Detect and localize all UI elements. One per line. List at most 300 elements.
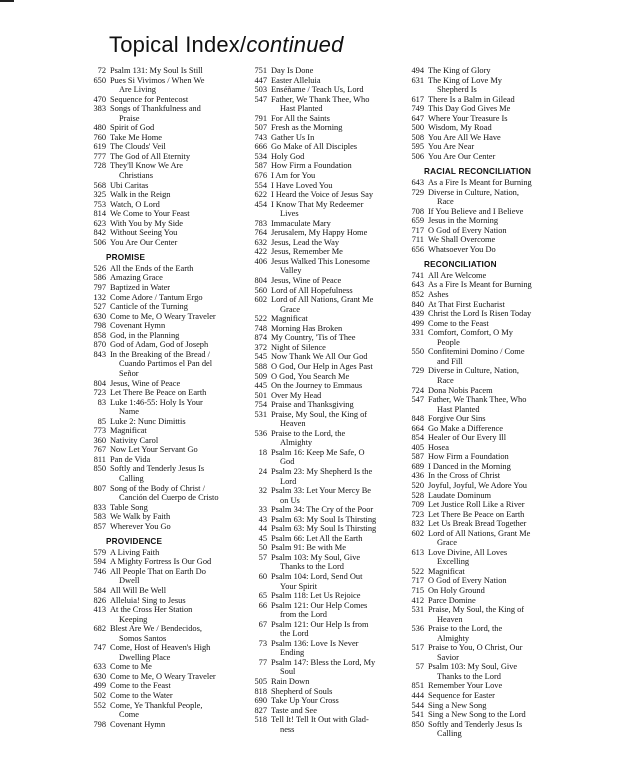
hymn-title	[428, 691, 556, 701]
index-entry	[88, 312, 240, 322]
hymn-number: 708	[411, 206, 424, 216]
index-entry	[249, 95, 401, 114]
hymn-title	[110, 321, 240, 331]
index-entry	[88, 567, 240, 586]
hymn-number: 632	[254, 237, 267, 247]
index-entry	[88, 321, 240, 331]
index-entry	[406, 319, 556, 329]
index-entry	[406, 290, 556, 300]
hymn-number: 536	[411, 624, 424, 634]
hymn-number: 851	[411, 681, 424, 691]
hymn-title-line: Covenant Hymn	[110, 719, 166, 729]
hymn-title-line: Healer of Our Every Ill	[428, 433, 507, 443]
index-entry	[406, 207, 556, 217]
hymn-title-line: The King of Glory	[428, 66, 491, 75]
hymn-title-line: O God of Every Nation	[428, 576, 507, 586]
hymn-title-line: Let There Be Peace on Earth	[110, 388, 207, 398]
hymn-title-line: There Is a Balm in Gilead	[428, 94, 515, 104]
hymn-title-line: Pan de Vida	[110, 454, 151, 464]
hymn-title-line: Come to Me, O Weary Traveler	[110, 671, 216, 681]
hymn-title-line: Praise to the Lord, the	[428, 624, 503, 634]
hymn-number: 689	[411, 461, 424, 471]
hymn-title	[271, 381, 401, 391]
hymn-title-line: Ubi Caritas	[110, 180, 149, 190]
hymn-number: 436	[411, 471, 424, 481]
hymn-title-line: Jesus Walked This Lonesome	[271, 256, 370, 266]
hymn-number: 602	[411, 528, 424, 538]
hymn-number: 753	[93, 199, 106, 209]
hymn-number: 843	[93, 349, 106, 359]
hymn-title	[428, 529, 556, 548]
hymn-title	[110, 701, 240, 720]
hymn-number: 66	[258, 600, 267, 610]
hymn-title-line: Come, Ye Thankful People,	[110, 700, 203, 710]
hymn-title	[271, 658, 401, 677]
hymn-title-line: Shepherd of Souls	[271, 686, 333, 696]
hymn-title-line: On Holy Ground	[428, 585, 485, 595]
index-entry	[406, 710, 556, 720]
hymn-number: 747	[93, 643, 106, 653]
hymn-title	[110, 95, 240, 105]
index-entry	[249, 343, 401, 353]
hymn-number: 650	[93, 75, 106, 85]
index-entry	[88, 436, 240, 446]
hymn-title	[428, 123, 556, 133]
index-entry	[249, 524, 401, 534]
hymn-title	[110, 436, 240, 446]
index-entry	[88, 512, 240, 522]
hymn-number: 494	[411, 66, 424, 75]
index-entry	[88, 398, 240, 417]
hymn-title	[110, 302, 240, 312]
hymn-title	[110, 273, 240, 283]
index-entry	[249, 687, 401, 697]
hymn-title-line: God, in the Planning	[110, 330, 180, 340]
hymn-title	[110, 445, 240, 455]
hymn-number: 631	[411, 75, 424, 85]
hymn-number: 827	[254, 705, 267, 715]
hymn-number: 777	[93, 151, 106, 161]
hymn-title-line: Take Up Your Cross	[271, 696, 339, 706]
hymn-title-line: Psalm 103: My Soul, Give	[428, 662, 518, 672]
hymn-title	[428, 95, 556, 105]
hymn-number: 850	[93, 464, 106, 474]
hymn-number: 711	[411, 235, 424, 245]
hymn-title-line: Psalm 103: My Soul, Give	[271, 552, 361, 562]
hymn-number: 760	[93, 132, 106, 142]
hymn-title	[271, 572, 401, 591]
hymn-title-line: Spirit of God	[110, 123, 155, 133]
hymn-title-line: Blest Are We / Bendecidos,	[110, 624, 202, 634]
hymn-title	[428, 309, 556, 319]
index-entry	[406, 271, 556, 281]
hymn-number: 874	[254, 333, 267, 343]
index-entry	[88, 340, 240, 350]
hymn-number: 746	[93, 566, 106, 576]
index-entry	[88, 503, 240, 513]
hymn-title	[271, 142, 401, 152]
hymn-number: 405	[411, 442, 424, 452]
hymn-title-line: We Come to Your Feast	[110, 209, 190, 219]
hymn-title-line: Father, We Thank Thee, Who	[271, 94, 370, 104]
hymn-title	[428, 701, 556, 711]
hymn-title-line: We Shall Overcome	[428, 235, 496, 245]
hymn-number: 826	[93, 595, 106, 605]
hymn-title	[428, 133, 556, 143]
hymn-title-line: You Are All We Have	[428, 132, 501, 142]
index-entry	[88, 672, 240, 682]
hymn-title-line: Come to Me	[110, 662, 152, 672]
hymn-title	[271, 515, 401, 525]
hymn-title-line: Name	[119, 407, 139, 417]
index-entry	[249, 620, 401, 639]
hymn-title	[428, 290, 556, 300]
index-entry	[249, 352, 401, 362]
hymn-title	[271, 706, 401, 716]
index-entry	[249, 658, 401, 677]
hymn-title-line: Psalm 63: My Soul Is Thirsting	[271, 514, 377, 524]
hymn-title-line: O God, You Search Me	[271, 371, 350, 381]
index-entry	[406, 452, 556, 462]
hymn-number: 676	[254, 171, 267, 181]
hymn-number: 67	[258, 619, 267, 629]
page-title-continued: continued	[246, 32, 344, 57]
hymn-number: 798	[93, 321, 106, 331]
hymn-title-line: Are Living	[119, 85, 156, 95]
hymn-number: 623	[93, 218, 106, 228]
index-entry	[406, 462, 556, 472]
index-entry	[88, 586, 240, 596]
hymn-number: 754	[254, 400, 267, 410]
hymn-title-line: In the Breaking of the Bread /	[110, 349, 211, 359]
index-entry	[249, 238, 401, 248]
hymn-title	[271, 123, 401, 133]
hymn-number: 568	[93, 180, 106, 190]
hymn-number: 666	[254, 142, 267, 152]
hymn-title-line: You Are Our Center	[428, 151, 496, 161]
index-entry	[88, 228, 240, 238]
hymn-title-line: Table Song	[110, 502, 148, 512]
hymn-title-line: We Walk by Faith	[110, 512, 171, 522]
hymn-number: 85	[97, 416, 106, 426]
hymn-title	[271, 687, 401, 697]
hymn-title	[271, 286, 401, 296]
hymn-number: 132	[93, 292, 106, 302]
hymn-title-line: O God of Every Nation	[428, 225, 507, 235]
hymn-title-line: Now Let Your Servant Go	[110, 445, 198, 455]
hymn-title-line: Psalm 136: Love Is Never	[271, 638, 359, 648]
index-entry	[249, 333, 401, 343]
hymn-title-line: Thanks to the Lord	[280, 562, 344, 572]
hymn-title-line: People	[437, 337, 460, 347]
hymn-title-line: Praise, My Soul, the King of	[428, 605, 525, 615]
hymn-title	[428, 510, 556, 520]
hymn-number: 422	[254, 247, 267, 257]
index-entry	[88, 484, 240, 503]
hymn-title	[271, 152, 401, 162]
hymn-title-line: Rain Down	[271, 677, 310, 686]
hymn-title	[271, 410, 401, 429]
index-entry	[88, 624, 240, 643]
hymn-title-line: Psalm 104: Lord, Send Out	[271, 571, 363, 581]
hymn-title-line: I Have Loved You	[271, 180, 333, 190]
hymn-number: 804	[93, 378, 106, 388]
hymn-number: 647	[411, 113, 424, 123]
hymn-title	[428, 662, 556, 681]
index-entry	[249, 429, 401, 448]
hymn-title-line: Alleluia! Sing to Jesus	[110, 595, 186, 605]
hymn-title	[271, 333, 401, 343]
hymn-number: 507	[254, 123, 267, 133]
hymn-title-line: Keeping	[119, 614, 148, 624]
index-entry	[249, 152, 401, 162]
hymn-number: 764	[254, 228, 267, 238]
hymn-title-line: Come to the Feast	[110, 681, 171, 691]
hymn-number: 724	[411, 385, 424, 395]
index-entry	[249, 534, 401, 544]
hymn-title-line: In the Cross of Christ	[428, 471, 501, 481]
hymn-title-line: Nativity Carol	[110, 435, 159, 445]
hymn-title-line: Canticle of the Turning	[110, 302, 188, 312]
hymn-title-line: the Lord	[280, 629, 309, 639]
index-entry	[406, 114, 556, 124]
index-column-3	[406, 66, 556, 739]
hymn-number: 500	[411, 123, 424, 133]
index-entry	[249, 639, 401, 658]
hymn-number: 659	[411, 216, 424, 226]
hymn-title-line: I Heard the Voice of Jesus Say	[271, 190, 374, 200]
index-entry	[406, 500, 556, 510]
hymn-title-line: Psalm 63: My Soul Is Thirsting	[271, 524, 377, 534]
hymn-title-line: For All the Saints	[271, 113, 330, 123]
hymn-title-line: I Am for You	[271, 171, 316, 181]
hymn-number: 715	[411, 585, 424, 595]
hymn-number: 811	[93, 454, 106, 464]
hymn-title	[110, 293, 240, 303]
hymn-number: 325	[93, 190, 106, 200]
hymn-title	[428, 226, 556, 236]
hymn-title-line: Canción del Cuerpo de Cristo	[119, 493, 219, 503]
hymn-number: 818	[254, 686, 267, 696]
hymn-title-line: Laudate Dominum	[428, 490, 492, 500]
corner-rule	[0, 0, 14, 2]
hymn-number: 842	[93, 228, 106, 238]
hymn-title-line: Holy God	[271, 151, 305, 161]
hymn-title-line: All People That on Earth Do	[110, 566, 206, 576]
hymn-title-line: and Fill	[437, 356, 463, 366]
index-entry	[88, 302, 240, 312]
hymn-title-line: Magnificat	[271, 314, 308, 324]
hymn-title	[271, 66, 401, 76]
hymn-number: 584	[93, 585, 106, 595]
hymn-title	[428, 188, 556, 207]
hymn-title-line: Come to the Water	[110, 691, 173, 700]
hymn-number: 406	[254, 256, 267, 266]
index-entry	[88, 662, 240, 672]
index-entry	[249, 66, 401, 76]
index-entry	[249, 467, 401, 486]
hymn-title-line: Psalm 121: Our Help Is from	[271, 619, 369, 629]
index-entry	[406, 76, 556, 95]
hymn-number: 832	[411, 519, 424, 529]
hymn-number: 470	[93, 94, 106, 104]
index-entry	[88, 643, 240, 662]
hymn-title-line: God	[280, 457, 295, 467]
index-entry	[406, 245, 556, 255]
hymn-title	[271, 352, 401, 362]
hymn-title	[271, 95, 401, 114]
hymn-title-line: Magnificat	[110, 426, 147, 436]
hymn-title-line: Christ the Lord Is Risen Today	[428, 309, 532, 319]
hymn-title-line: Praise, My Soul, the King of	[271, 409, 368, 419]
hymn-title-line: Shepherd Is	[437, 85, 477, 95]
hymn-number: 531	[254, 409, 267, 419]
hymn-title	[271, 591, 401, 601]
hymn-number: 588	[254, 361, 267, 371]
hymn-title-line: Go Make a Difference	[428, 423, 503, 433]
hymn-number: 619	[93, 142, 106, 152]
hymn-title-line: Almighty	[437, 633, 470, 643]
hymn-title-line: Heaven	[437, 614, 463, 624]
hymn-number: 552	[93, 700, 106, 710]
hymn-title-line: Psalm 121: Our Help Comes	[271, 600, 368, 610]
index-entry	[88, 445, 240, 455]
hymn-title	[428, 548, 556, 567]
index-entry	[249, 219, 401, 229]
hymn-number: 545	[254, 352, 267, 362]
hymn-title-line: Lord of All Hopefulness	[271, 285, 353, 295]
index-entry	[88, 152, 240, 162]
hymn-title	[110, 264, 240, 274]
hymn-title	[428, 114, 556, 124]
hymn-title-line: Softly and Tenderly Jesus Is	[428, 719, 523, 729]
hymn-number: 331	[411, 328, 424, 338]
index-entry	[406, 216, 556, 226]
hymn-title	[110, 398, 240, 417]
hymn-title-line: Luke 1:46-55: Holy Is Your	[110, 397, 203, 407]
hymn-number: 622	[254, 190, 267, 200]
hymn-title	[428, 576, 556, 586]
index-column-2	[249, 66, 401, 734]
index-entry	[406, 188, 556, 207]
hymn-title-line: Cuando Partimos el Pan del	[119, 359, 213, 369]
hymn-title	[110, 388, 240, 398]
hymn-number: 32	[258, 486, 267, 496]
index-entry	[406, 471, 556, 481]
hymn-title-line: Hast Planted	[280, 104, 323, 114]
hymn-title-line: All Will Be Well	[110, 585, 167, 595]
hymn-title-line: Psalm 23: My Shepherd Is the	[271, 466, 373, 476]
hymn-number: 550	[411, 347, 424, 357]
hymn-title	[110, 161, 240, 180]
hymn-number: 850	[411, 719, 424, 729]
hymn-title-line: Psalm 34: The Cry of the Poor	[271, 505, 374, 515]
hymn-title	[110, 624, 240, 643]
hymn-title-line: On the Journey to Emmaus	[271, 381, 363, 391]
hymn-title	[110, 209, 240, 219]
index-entry	[249, 515, 401, 525]
hymn-title	[271, 295, 401, 314]
index-entry	[249, 677, 401, 687]
index-entry	[406, 366, 556, 385]
hymn-number: 499	[411, 318, 424, 328]
hymn-title-line: Easter Alleluia	[271, 75, 321, 85]
hymn-title	[110, 76, 240, 95]
hymn-title	[110, 720, 240, 730]
hymn-title	[428, 395, 556, 414]
hymn-number: 33	[258, 505, 267, 515]
hymn-title-line: Wisdom, My Road	[428, 123, 492, 133]
hymn-title	[428, 347, 556, 366]
hymn-number: 748	[254, 323, 267, 333]
hymn-title	[110, 681, 240, 691]
hymn-title	[110, 190, 240, 200]
index-entry	[88, 264, 240, 274]
hymn-number: 454	[254, 199, 267, 209]
hymn-number: 413	[93, 605, 106, 615]
hymn-title-line: Softly and Tenderly Jesus Is	[110, 464, 205, 474]
hymn-title	[271, 677, 401, 687]
hymn-number: 840	[411, 299, 424, 309]
hymn-title-line: Hosea	[428, 442, 449, 452]
hymn-title	[271, 543, 401, 553]
hymn-title	[271, 247, 401, 257]
index-entry	[406, 701, 556, 711]
hymn-title-line: Come Adore / Tantum Ergo	[110, 292, 203, 302]
hymn-title	[110, 417, 240, 427]
hymn-title-line: Covenant Hymn	[110, 321, 166, 331]
hymn-title	[428, 271, 556, 281]
index-entry	[406, 662, 556, 681]
hymn-title	[271, 524, 401, 534]
hymn-title	[428, 462, 556, 472]
index-entry	[88, 95, 240, 105]
index-entry	[88, 388, 240, 398]
hymn-title	[110, 567, 240, 586]
index-entry	[406, 681, 556, 691]
hymn-title-line: Forgive Our Sins	[428, 414, 486, 424]
hymn-title	[271, 639, 401, 658]
index-entry	[249, 181, 401, 191]
hymn-title	[110, 643, 240, 662]
hymn-title-line: Dwell	[119, 576, 140, 586]
hymn-title-line: Psalm 33: Let Your Mercy Be	[271, 486, 372, 496]
index-entry	[88, 209, 240, 219]
hymn-title	[271, 238, 401, 248]
index-entry	[406, 605, 556, 624]
hymn-title	[428, 104, 556, 114]
hymn-number: 728	[93, 161, 106, 171]
index-entry	[249, 601, 401, 620]
hymn-title-line: Sequence for Pentecost	[110, 94, 189, 104]
hymn-title-line: Fresh as the Morning	[271, 123, 343, 133]
hymn-title	[110, 238, 240, 248]
hymn-number: 814	[93, 209, 106, 219]
hymn-title-line: Hast Planted	[437, 404, 480, 414]
hymn-number: 767	[93, 445, 106, 455]
hymn-title-line: I Danced in the Morning	[428, 461, 511, 471]
hymn-number: 798	[93, 719, 106, 729]
hymn-title-line: Ashes	[428, 290, 449, 300]
hymn-title-line: Remember Your Love	[428, 681, 503, 691]
hymn-title-line: Day Is Done	[271, 66, 314, 75]
hymn-title-line: Your Spirit	[280, 581, 318, 591]
hymn-title	[428, 519, 556, 529]
hymn-title	[428, 207, 556, 217]
hymn-title-line: Dona Nobis Pacem	[428, 385, 493, 395]
hymn-number: 544	[411, 700, 424, 710]
page-title-main: Topical Index/	[109, 32, 247, 57]
